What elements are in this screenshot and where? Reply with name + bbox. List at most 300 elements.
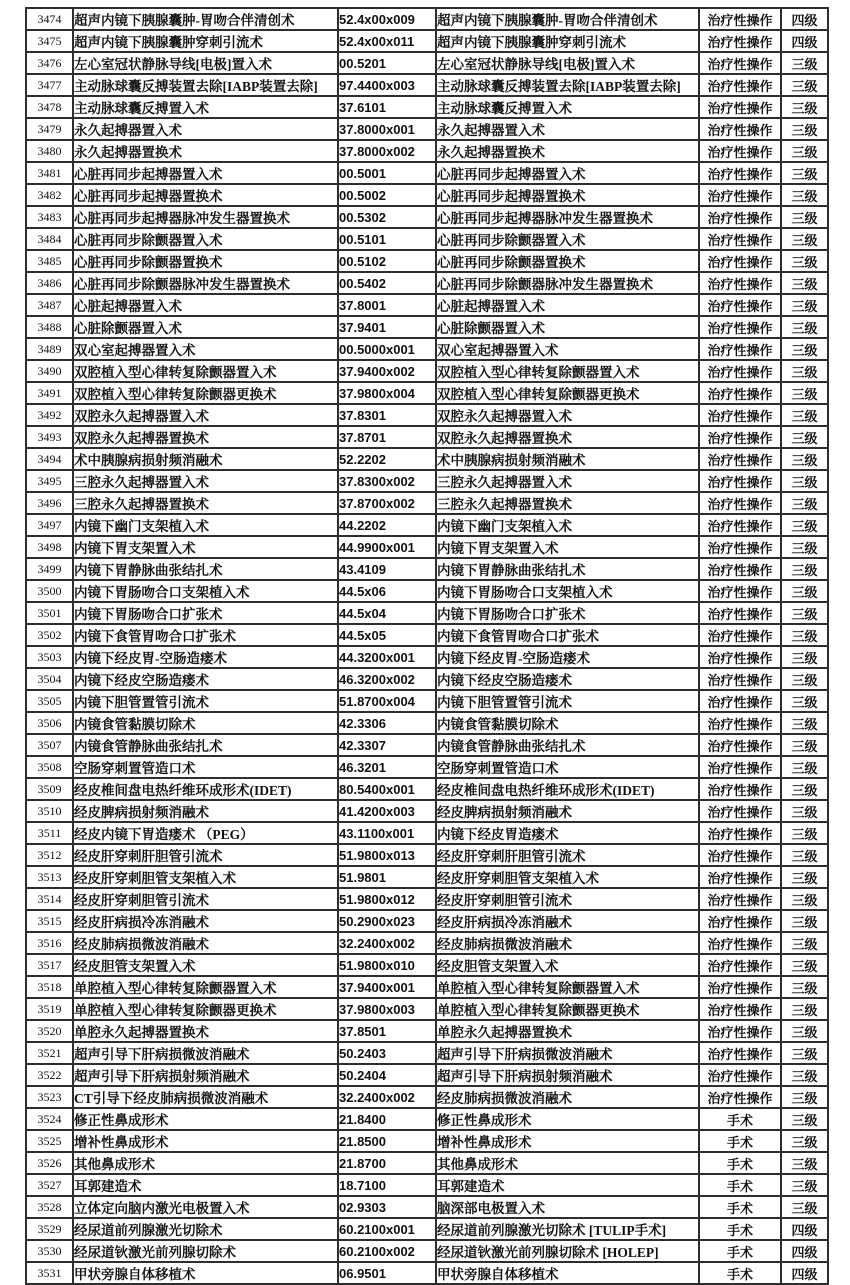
row-number-cell: 3499: [26, 558, 73, 580]
table-row: [26, 1020, 828, 1042]
table-row: [26, 316, 828, 338]
operation-category-cell: 治疗性操作: [699, 558, 781, 580]
operation-level-cell: 四级: [781, 1240, 828, 1262]
procedure-name-cell: 经皮肝病损冷冻消融术: [73, 910, 338, 932]
procedure-name-repeat-cell: 双腔植入型心律转复除颤器更换术: [436, 382, 699, 404]
procedure-code-cell: 00.5002: [338, 184, 436, 206]
procedure-name-repeat-cell: 超声内镜下胰腺囊肿-胃吻合伴清创术: [436, 8, 699, 30]
procedure-name-repeat-cell: 内镜下经皮胃-空肠造瘘术: [436, 646, 699, 668]
procedure-name-cell: 经皮肝穿刺肝胆管引流术: [73, 844, 338, 866]
procedure-table: [25, 7, 829, 1285]
operation-level-cell: 三级: [781, 140, 828, 162]
operation-level-cell: 三级: [781, 338, 828, 360]
operation-category-cell: 治疗性操作: [699, 690, 781, 712]
operation-category-cell: 治疗性操作: [699, 470, 781, 492]
table-row: [26, 800, 828, 822]
operation-category-cell: 治疗性操作: [699, 404, 781, 426]
procedure-name-repeat-cell: 超声引导下肝病损射频消融术: [436, 1064, 699, 1086]
table-row: [26, 404, 828, 426]
row-number-cell: 3479: [26, 118, 73, 140]
operation-category-cell: 治疗性操作: [699, 8, 781, 30]
operation-level-cell: 三级: [781, 514, 828, 536]
procedure-name-cell: 经皮内镜下胃造瘘术 （PEG）: [73, 822, 338, 844]
procedure-name-repeat-cell: 内镜食管黏膜切除术: [436, 712, 699, 734]
procedure-code-cell: 60.2100x002: [338, 1240, 436, 1262]
procedure-name-repeat-cell: 经皮肝穿刺胆管支架植入术: [436, 866, 699, 888]
procedure-name-repeat-cell: 内镜下胃支架置入术: [436, 536, 699, 558]
operation-level-cell: 三级: [781, 558, 828, 580]
operation-category-cell: 治疗性操作: [699, 624, 781, 646]
row-number-cell: 3510: [26, 800, 73, 822]
row-number-cell: 3524: [26, 1108, 73, 1130]
operation-level-cell: 四级: [781, 1262, 828, 1284]
procedure-code-cell: 37.8000x001: [338, 118, 436, 140]
table-row: [26, 140, 828, 162]
row-number-cell: 3502: [26, 624, 73, 646]
operation-category-cell: 治疗性操作: [699, 448, 781, 470]
procedure-code-cell: 02.9303: [338, 1196, 436, 1218]
table-row: [26, 646, 828, 668]
procedure-code-cell: 42.3307: [338, 734, 436, 756]
table-row: [26, 492, 828, 514]
operation-level-cell: 三级: [781, 778, 828, 800]
operation-level-cell: 三级: [781, 910, 828, 932]
operation-level-cell: 三级: [781, 1042, 828, 1064]
procedure-code-cell: 46.3201: [338, 756, 436, 778]
row-number-cell: 3485: [26, 250, 73, 272]
operation-category-cell: 治疗性操作: [699, 888, 781, 910]
procedure-code-cell: 51.9800x012: [338, 888, 436, 910]
row-number-cell: 3482: [26, 184, 73, 206]
operation-category-cell: 治疗性操作: [699, 580, 781, 602]
procedure-code-cell: 43.4109: [338, 558, 436, 580]
operation-level-cell: 三级: [781, 624, 828, 646]
operation-level-cell: 三级: [781, 1152, 828, 1174]
procedure-name-repeat-cell: 经皮肝穿刺胆管引流术: [436, 888, 699, 910]
procedure-code-cell: 50.2900x023: [338, 910, 436, 932]
row-number-cell: 3501: [26, 602, 73, 624]
procedure-name-repeat-cell: 单腔植入型心律转复除颤器更换术: [436, 998, 699, 1020]
row-number-cell: 3503: [26, 646, 73, 668]
procedure-name-cell: 心脏再同步除颤器置入术: [73, 228, 338, 250]
procedure-name-cell: 经皮肝穿刺胆管引流术: [73, 888, 338, 910]
operation-category-cell: 治疗性操作: [699, 734, 781, 756]
operation-category-cell: 治疗性操作: [699, 228, 781, 250]
procedure-name-cell: 增补性鼻成形术: [73, 1130, 338, 1152]
procedure-name-repeat-cell: 内镜下胃肠吻合口扩张术: [436, 602, 699, 624]
row-number-cell: 3515: [26, 910, 73, 932]
operation-category-cell: 手术: [699, 1196, 781, 1218]
procedure-code-cell: 32.2400x002: [338, 1086, 436, 1108]
procedure-name-cell: 经皮肝穿刺胆管支架植入术: [73, 866, 338, 888]
row-number-cell: 3512: [26, 844, 73, 866]
procedure-code-cell: 00.5402: [338, 272, 436, 294]
operation-category-cell: 手术: [699, 1262, 781, 1284]
procedure-name-cell: 三腔永久起搏器置入术: [73, 470, 338, 492]
row-number-cell: 3513: [26, 866, 73, 888]
procedure-name-cell: 心脏再同步除颤器脉冲发生器置换术: [73, 272, 338, 294]
procedure-code-cell: 51.9801: [338, 866, 436, 888]
operation-category-cell: 治疗性操作: [699, 250, 781, 272]
procedure-name-cell: 心脏再同步起搏器脉冲发生器置换术: [73, 206, 338, 228]
operation-level-cell: 三级: [781, 426, 828, 448]
operation-level-cell: 三级: [781, 932, 828, 954]
table-row: [26, 1086, 828, 1108]
operation-level-cell: 三级: [781, 954, 828, 976]
procedure-name-cell: 经皮椎间盘电热纤维环成形术(IDET): [73, 778, 338, 800]
table-row: [26, 448, 828, 470]
row-number-cell: 3525: [26, 1130, 73, 1152]
procedure-name-repeat-cell: 内镜下胃静脉曲张结扎术: [436, 558, 699, 580]
table-row: [26, 1130, 828, 1152]
procedure-name-repeat-cell: 永久起搏器置入术: [436, 118, 699, 140]
procedure-name-repeat-cell: 双腔永久起搏器置入术: [436, 404, 699, 426]
procedure-code-cell: 32.2400x002: [338, 932, 436, 954]
procedure-name-cell: 心脏再同步起搏器置入术: [73, 162, 338, 184]
table-row: [26, 206, 828, 228]
operation-level-cell: 三级: [781, 250, 828, 272]
row-number-cell: 3531: [26, 1262, 73, 1284]
procedure-name-repeat-cell: 内镜下幽门支架植入术: [436, 514, 699, 536]
operation-category-cell: 手术: [699, 1108, 781, 1130]
procedure-name-repeat-cell: 双腔植入型心律转复除颤器置入术: [436, 360, 699, 382]
procedure-code-cell: 21.8500: [338, 1130, 436, 1152]
table-row: [26, 52, 828, 74]
row-number-cell: 3522: [26, 1064, 73, 1086]
table-row: [26, 1218, 828, 1240]
operation-level-cell: 三级: [781, 316, 828, 338]
operation-category-cell: 治疗性操作: [699, 1020, 781, 1042]
row-number-cell: 3529: [26, 1218, 73, 1240]
procedure-code-cell: 41.4200x003: [338, 800, 436, 822]
row-number-cell: 3474: [26, 8, 73, 30]
procedure-name-cell: 内镜下胃支架置入术: [73, 536, 338, 558]
operation-category-cell: 治疗性操作: [699, 976, 781, 998]
row-number-cell: 3521: [26, 1042, 73, 1064]
procedure-name-cell: 内镜下胃肠吻合口扩张术: [73, 602, 338, 624]
operation-category-cell: 治疗性操作: [699, 316, 781, 338]
operation-category-cell: 治疗性操作: [699, 536, 781, 558]
procedure-code-cell: 06.9501: [338, 1262, 436, 1284]
procedure-code-cell: 37.9800x003: [338, 998, 436, 1020]
procedure-name-repeat-cell: 心脏再同步起搏器置入术: [436, 162, 699, 184]
table-row: [26, 844, 828, 866]
procedure-code-cell: 51.9800x013: [338, 844, 436, 866]
operation-category-cell: 治疗性操作: [699, 294, 781, 316]
procedure-name-repeat-cell: 经皮脾病损射频消融术: [436, 800, 699, 822]
table-row: [26, 998, 828, 1020]
row-number-cell: 3494: [26, 448, 73, 470]
row-number-cell: 3495: [26, 470, 73, 492]
operation-level-cell: 三级: [781, 1020, 828, 1042]
row-number-cell: 3481: [26, 162, 73, 184]
procedure-code-cell: 37.9400x002: [338, 360, 436, 382]
operation-category-cell: 手术: [699, 1174, 781, 1196]
table-row: [26, 1262, 828, 1284]
procedure-code-cell: 42.3306: [338, 712, 436, 734]
table-row: [26, 294, 828, 316]
procedure-name-repeat-cell: 耳郭建造术: [436, 1174, 699, 1196]
operation-level-cell: 三级: [781, 52, 828, 74]
procedure-name-cell: 术中胰腺病损射频消融术: [73, 448, 338, 470]
procedure-code-cell: 21.8400: [338, 1108, 436, 1130]
operation-category-cell: 治疗性操作: [699, 822, 781, 844]
procedure-code-cell: 46.3200x002: [338, 668, 436, 690]
procedure-name-repeat-cell: 心脏再同步起搏器脉冲发生器置换术: [436, 206, 699, 228]
table-row: [26, 602, 828, 624]
procedure-name-repeat-cell: 空肠穿刺置管造口术: [436, 756, 699, 778]
procedure-name-cell: 主动脉球囊反搏装置去除[IABP装置去除]: [73, 74, 338, 96]
operation-category-cell: 治疗性操作: [699, 272, 781, 294]
operation-level-cell: 三级: [781, 162, 828, 184]
operation-level-cell: 三级: [781, 536, 828, 558]
row-number-cell: 3497: [26, 514, 73, 536]
procedure-code-cell: 37.8701: [338, 426, 436, 448]
operation-category-cell: 治疗性操作: [699, 844, 781, 866]
operation-category-cell: 治疗性操作: [699, 756, 781, 778]
operation-level-cell: 三级: [781, 822, 828, 844]
procedure-name-cell: 双腔植入型心律转复除颤器更换术: [73, 382, 338, 404]
procedure-code-cell: 52.2202: [338, 448, 436, 470]
table-row: [26, 668, 828, 690]
operation-category-cell: 治疗性操作: [699, 140, 781, 162]
table-row: [26, 338, 828, 360]
table-row: [26, 162, 828, 184]
procedure-code-cell: 00.5000x001: [338, 338, 436, 360]
row-number-cell: 3493: [26, 426, 73, 448]
operation-level-cell: 四级: [781, 30, 828, 52]
procedure-name-cell: 经尿道前列腺激光切除术: [73, 1218, 338, 1240]
procedure-name-cell: 双心室起搏器置入术: [73, 338, 338, 360]
row-number-cell: 3508: [26, 756, 73, 778]
operation-category-cell: 治疗性操作: [699, 338, 781, 360]
operation-level-cell: 三级: [781, 294, 828, 316]
table-row: [26, 580, 828, 602]
operation-category-cell: 治疗性操作: [699, 1086, 781, 1108]
operation-level-cell: 三级: [781, 1108, 828, 1130]
row-number-cell: 3480: [26, 140, 73, 162]
procedure-code-cell: 44.3200x001: [338, 646, 436, 668]
table-row: [26, 690, 828, 712]
procedure-name-repeat-cell: 单腔植入型心律转复除颤器置入术: [436, 976, 699, 998]
procedure-code-cell: 00.5001: [338, 162, 436, 184]
operation-level-cell: 三级: [781, 228, 828, 250]
procedure-name-cell: 心脏再同步除颤器置换术: [73, 250, 338, 272]
table-row: [26, 250, 828, 272]
operation-category-cell: 手术: [699, 1218, 781, 1240]
operation-category-cell: 治疗性操作: [699, 866, 781, 888]
procedure-name-repeat-cell: 双心室起搏器置入术: [436, 338, 699, 360]
row-number-cell: 3528: [26, 1196, 73, 1218]
procedure-name-repeat-cell: 永久起搏器置换术: [436, 140, 699, 162]
procedure-name-cell: 其他鼻成形术: [73, 1152, 338, 1174]
procedure-name-cell: 双腔永久起搏器置入术: [73, 404, 338, 426]
table-row: [26, 1064, 828, 1086]
table-row: [26, 932, 828, 954]
procedure-code-cell: 00.5102: [338, 250, 436, 272]
operation-level-cell: 三级: [781, 1174, 828, 1196]
operation-level-cell: 三级: [781, 1064, 828, 1086]
row-number-cell: 3484: [26, 228, 73, 250]
procedure-name-repeat-cell: 超声引导下肝病损微波消融术: [436, 1042, 699, 1064]
operation-category-cell: 治疗性操作: [699, 426, 781, 448]
table-row: [26, 1152, 828, 1174]
procedure-name-repeat-cell: 其他鼻成形术: [436, 1152, 699, 1174]
operation-level-cell: 三级: [781, 74, 828, 96]
procedure-name-repeat-cell: 左心室冠状静脉导线[电极]置入术: [436, 52, 699, 74]
procedure-name-cell: 立体定向脑内激光电极置入术: [73, 1196, 338, 1218]
operation-category-cell: 治疗性操作: [699, 184, 781, 206]
procedure-name-repeat-cell: 修正性鼻成形术: [436, 1108, 699, 1130]
procedure-code-cell: 44.2202: [338, 514, 436, 536]
procedure-name-repeat-cell: 经皮椎间盘电热纤维环成形术(IDET): [436, 778, 699, 800]
procedure-table-body: [26, 8, 828, 1284]
procedure-code-cell: 00.5101: [338, 228, 436, 250]
table-row: [26, 866, 828, 888]
operation-level-cell: 三级: [781, 888, 828, 910]
procedure-name-repeat-cell: 超声内镜下胰腺囊肿穿刺引流术: [436, 30, 699, 52]
row-number-cell: 3476: [26, 52, 73, 74]
procedure-code-cell: 44.5x04: [338, 602, 436, 624]
procedure-name-repeat-cell: 内镜下胆管置管引流术: [436, 690, 699, 712]
operation-category-cell: 治疗性操作: [699, 1064, 781, 1086]
row-number-cell: 3506: [26, 712, 73, 734]
operation-category-cell: 治疗性操作: [699, 668, 781, 690]
operation-category-cell: 治疗性操作: [699, 74, 781, 96]
procedure-name-repeat-cell: 甲状旁腺自体移植术: [436, 1262, 699, 1284]
operation-category-cell: 治疗性操作: [699, 646, 781, 668]
procedure-name-cell: 内镜下胃肠吻合口支架植入术: [73, 580, 338, 602]
operation-level-cell: 三级: [781, 360, 828, 382]
operation-level-cell: 三级: [781, 382, 828, 404]
procedure-code-cell: 37.9401: [338, 316, 436, 338]
procedure-name-cell: 内镜下经皮空肠造瘘术: [73, 668, 338, 690]
procedure-code-cell: 37.8501: [338, 1020, 436, 1042]
procedure-code-cell: 37.9400x001: [338, 976, 436, 998]
operation-category-cell: 手术: [699, 1240, 781, 1262]
operation-category-cell: 治疗性操作: [699, 360, 781, 382]
procedure-name-repeat-cell: 心脏再同步起搏器置换术: [436, 184, 699, 206]
procedure-name-cell: CT引导下经皮肺病损微波消融术: [73, 1086, 338, 1108]
procedure-name-cell: 三腔永久起搏器置换术: [73, 492, 338, 514]
table-row: [26, 1240, 828, 1262]
procedure-name-repeat-cell: 内镜下食管胃吻合口扩张术: [436, 624, 699, 646]
operation-category-cell: 治疗性操作: [699, 602, 781, 624]
operation-level-cell: 三级: [781, 800, 828, 822]
procedure-name-cell: 内镜下胃静脉曲张结扎术: [73, 558, 338, 580]
row-number-cell: 3487: [26, 294, 73, 316]
procedure-code-cell: 52.4x00x011: [338, 30, 436, 52]
row-number-cell: 3486: [26, 272, 73, 294]
row-number-cell: 3477: [26, 74, 73, 96]
procedure-name-cell: 永久起搏器置入术: [73, 118, 338, 140]
procedure-name-repeat-cell: 三腔永久起搏器置入术: [436, 470, 699, 492]
operation-level-cell: 三级: [781, 96, 828, 118]
procedure-code-cell: 21.8700: [338, 1152, 436, 1174]
operation-category-cell: 治疗性操作: [699, 96, 781, 118]
table-row: [26, 712, 828, 734]
procedure-code-cell: 43.1100x001: [338, 822, 436, 844]
procedure-name-repeat-cell: 内镜下经皮空肠造瘘术: [436, 668, 699, 690]
procedure-name-repeat-cell: 增补性鼻成形术: [436, 1130, 699, 1152]
operation-level-cell: 三级: [781, 602, 828, 624]
procedure-code-cell: 44.5x05: [338, 624, 436, 646]
operation-level-cell: 三级: [781, 1086, 828, 1108]
table-row: [26, 360, 828, 382]
procedure-name-cell: 单腔植入型心律转复除颤器更换术: [73, 998, 338, 1020]
operation-level-cell: 三级: [781, 734, 828, 756]
table-row: [26, 96, 828, 118]
table-row: [26, 954, 828, 976]
procedure-name-cell: 超声内镜下胰腺囊肿-胃吻合伴清创术: [73, 8, 338, 30]
row-number-cell: 3527: [26, 1174, 73, 1196]
table-row: [26, 536, 828, 558]
procedure-name-cell: 心脏除颤器置入术: [73, 316, 338, 338]
operation-level-cell: 三级: [781, 448, 828, 470]
procedure-name-cell: 超声引导下肝病损微波消融术: [73, 1042, 338, 1064]
row-number-cell: 3498: [26, 536, 73, 558]
table-row: [26, 118, 828, 140]
procedure-name-cell: 经皮肺病损微波消融术: [73, 932, 338, 954]
procedure-code-cell: 00.5302: [338, 206, 436, 228]
table-row: [26, 228, 828, 250]
procedure-name-cell: 内镜下食管胃吻合口扩张术: [73, 624, 338, 646]
procedure-name-cell: 经皮胆管支架置入术: [73, 954, 338, 976]
row-number-cell: 3483: [26, 206, 73, 228]
row-number-cell: 3504: [26, 668, 73, 690]
row-number-cell: 3492: [26, 404, 73, 426]
row-number-cell: 3478: [26, 96, 73, 118]
procedure-name-repeat-cell: 双腔永久起搏器置换术: [436, 426, 699, 448]
row-number-cell: 3526: [26, 1152, 73, 1174]
operation-level-cell: 三级: [781, 998, 828, 1020]
procedure-code-cell: 37.8301: [338, 404, 436, 426]
operation-level-cell: 三级: [781, 712, 828, 734]
table-row: [26, 514, 828, 536]
procedure-name-repeat-cell: 经尿道前列腺激光切除术 [TULIP手术]: [436, 1218, 699, 1240]
procedure-name-repeat-cell: 心脏起搏器置入术: [436, 294, 699, 316]
procedure-name-cell: 心脏再同步起搏器置换术: [73, 184, 338, 206]
procedure-name-cell: 双腔植入型心律转复除颤器置入术: [73, 360, 338, 382]
table-row: [26, 778, 828, 800]
row-number-cell: 3496: [26, 492, 73, 514]
operation-level-cell: 三级: [781, 404, 828, 426]
procedure-name-cell: 内镜下胆管置管引流术: [73, 690, 338, 712]
table-row: [26, 624, 828, 646]
procedure-name-repeat-cell: 经尿道钬激光前列腺切除术 [HOLEP]: [436, 1240, 699, 1262]
procedure-name-repeat-cell: 经皮胆管支架置入术: [436, 954, 699, 976]
procedure-name-repeat-cell: 心脏再同步除颤器置入术: [436, 228, 699, 250]
operation-level-cell: 三级: [781, 1130, 828, 1152]
operation-category-cell: 治疗性操作: [699, 712, 781, 734]
row-number-cell: 3490: [26, 360, 73, 382]
table-row: [26, 30, 828, 52]
procedure-name-repeat-cell: 心脏除颤器置入术: [436, 316, 699, 338]
table-row: [26, 272, 828, 294]
operation-category-cell: 治疗性操作: [699, 998, 781, 1020]
procedure-code-cell: 51.8700x004: [338, 690, 436, 712]
procedure-name-cell: 单腔植入型心律转复除颤器置入术: [73, 976, 338, 998]
operation-level-cell: 三级: [781, 756, 828, 778]
procedure-code-cell: 51.9800x010: [338, 954, 436, 976]
procedure-code-cell: 60.2100x001: [338, 1218, 436, 1240]
procedure-name-repeat-cell: 心脏再同步除颤器置换术: [436, 250, 699, 272]
table-row: [26, 1108, 828, 1130]
procedure-name-cell: 心脏起搏器置入术: [73, 294, 338, 316]
row-number-cell: 3491: [26, 382, 73, 404]
procedure-code-cell: 37.9800x004: [338, 382, 436, 404]
operation-level-cell: 三级: [781, 668, 828, 690]
